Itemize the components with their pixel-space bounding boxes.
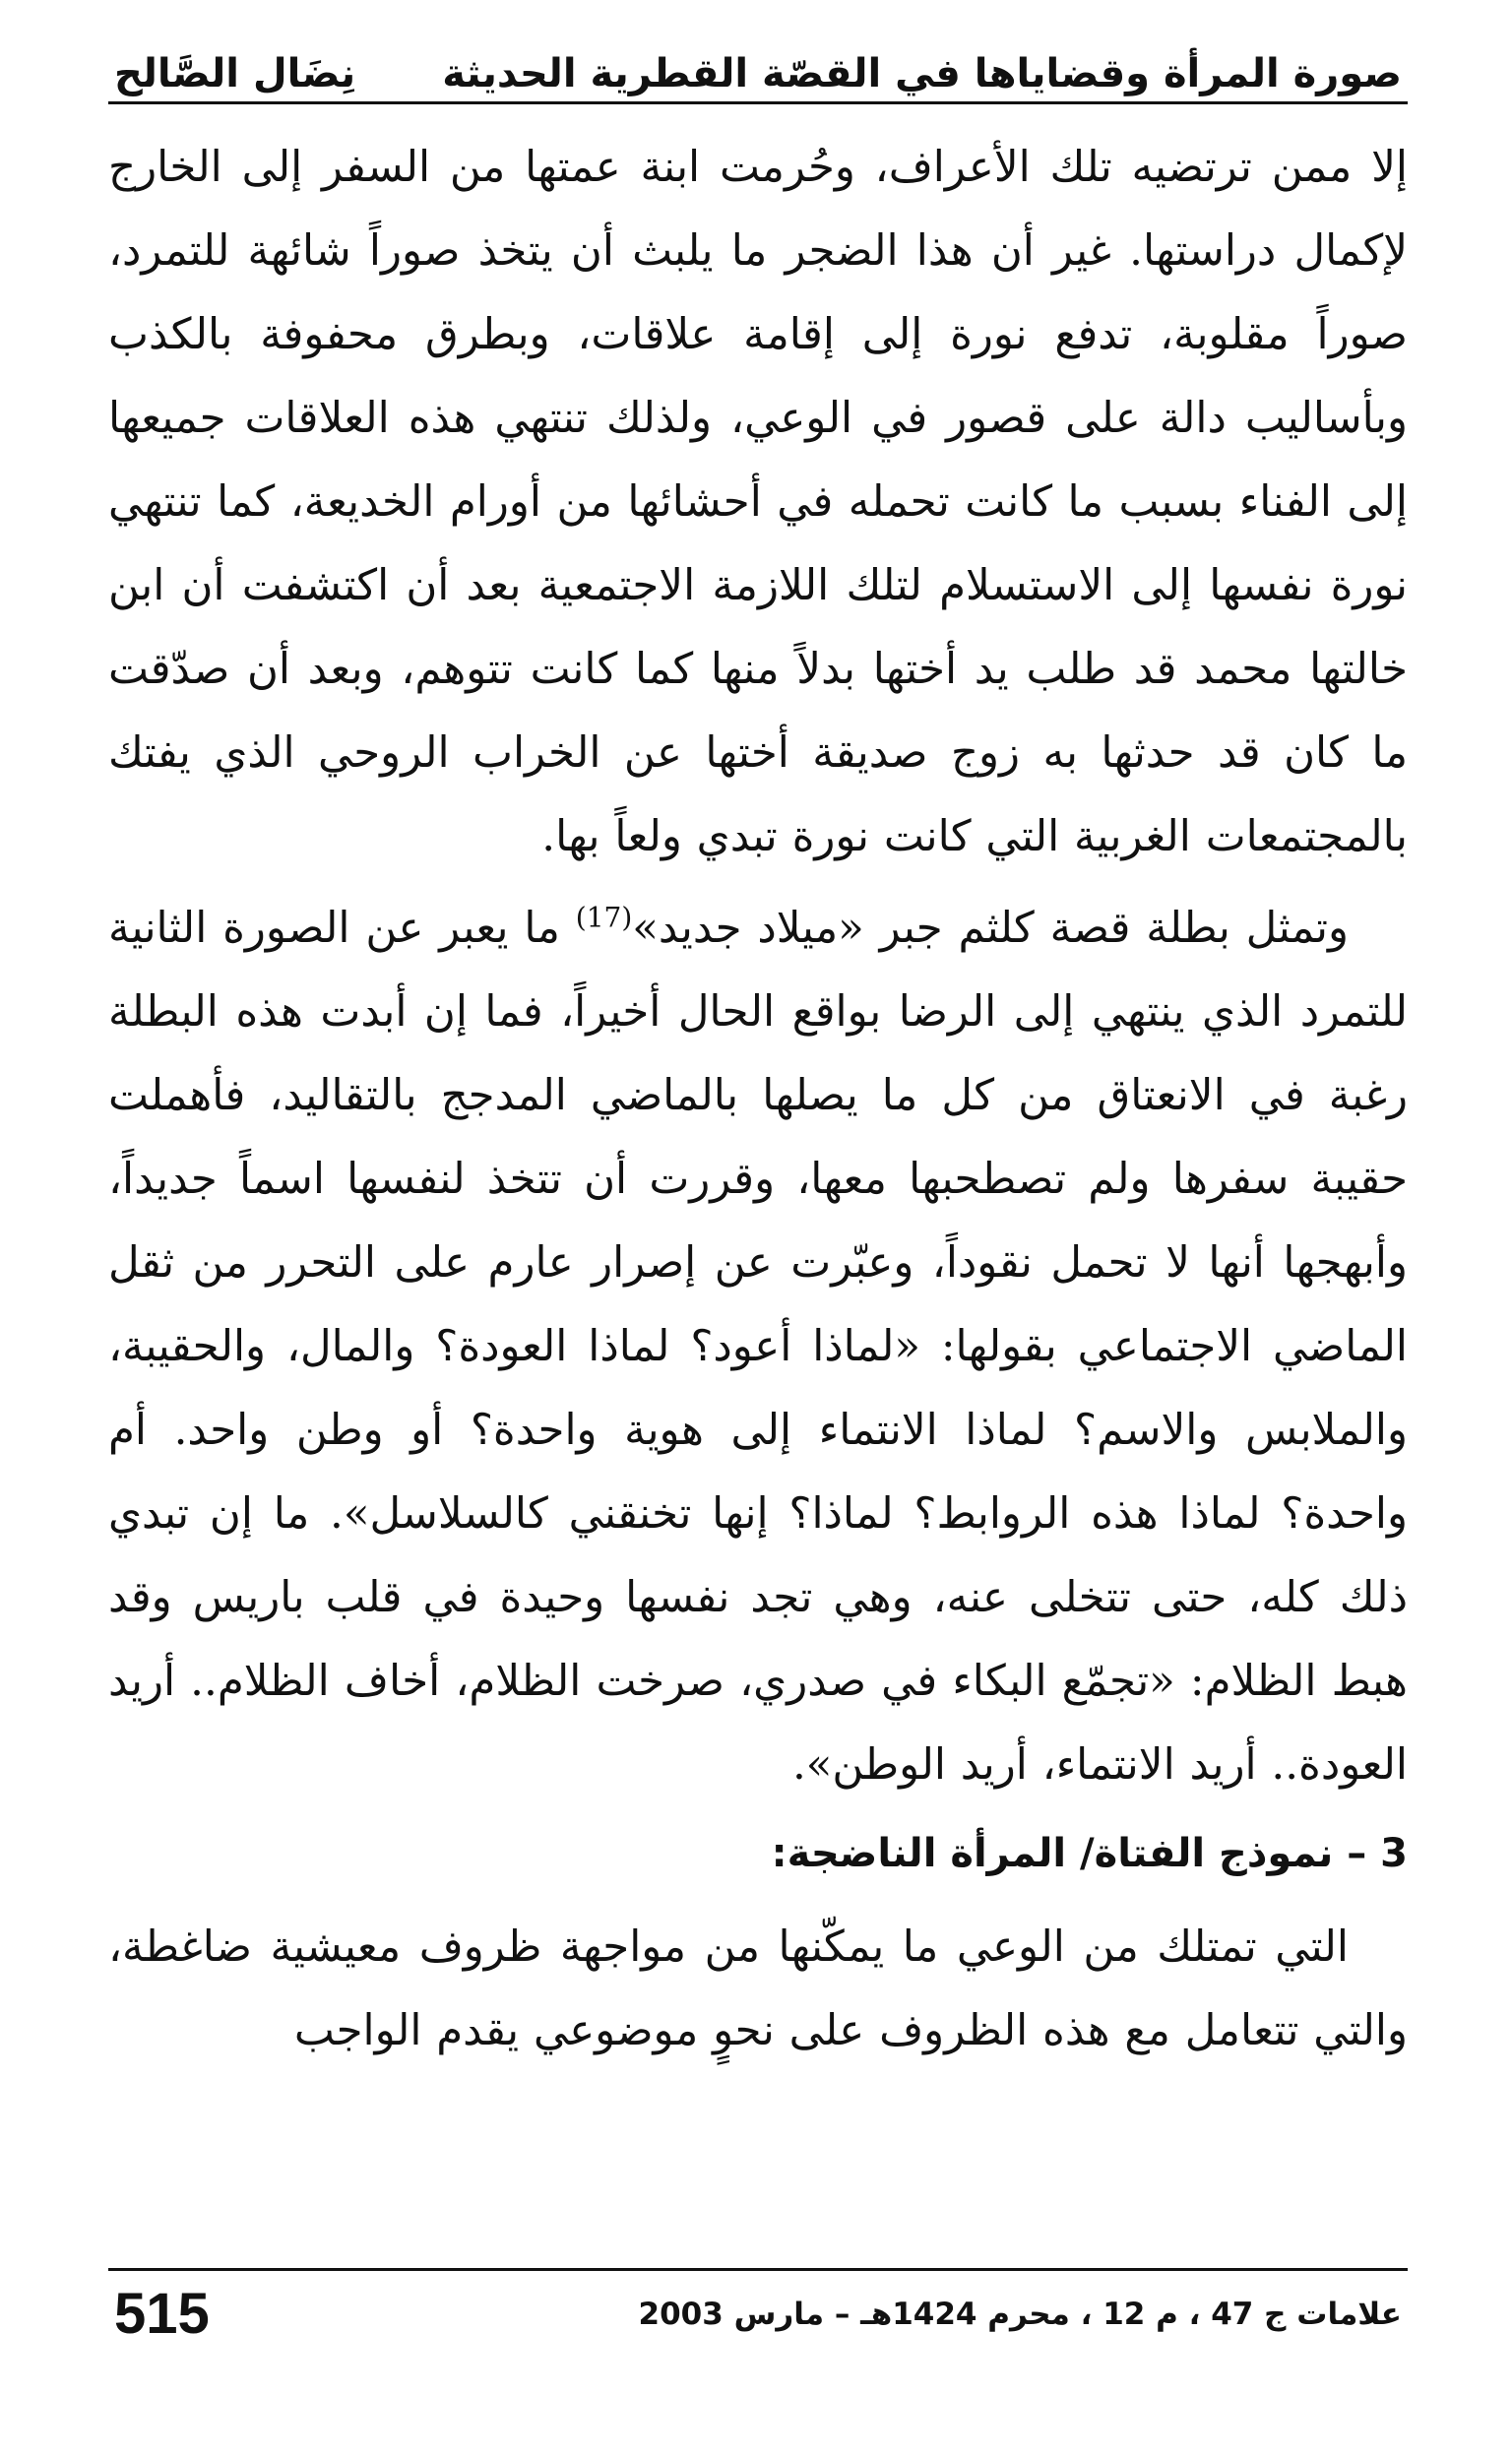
paragraph-2-start: وتمثل بطلة قصة كلثم جبر «ميلاد جديد»: [632, 904, 1349, 953]
paragraph-2-rest: ما يعبر عن الصورة الثانية للتمرد الذي ينتهي إلى الرضا بواقع الحال أخيراً، فما إن أبدت هذه البطلة رغبة في الانعتاق من كل ما يصلها بالماضي المدجج بالتقاليد، فأهملت حقيبة سفرها ولم تصطحبها معها، وقررت أن تتخذ لنفسها اسماً جديداً، وأبهجها أنها لا تحمل نقوداً، وعبّرت عن إصرار عارم على التحرر من ثقل الماضي الاجتماعي بقولها: «لماذا أعود؟ لماذا العودة؟ والمال، والحقيبة، والملابس والاسم؟ لماذا الانتماء إلى هوية واحدة؟ أو وطن واحد. أم واحدة؟ لماذا هذه الروابط؟ لماذا؟ إنها تخنقني كالسلاسل». ما إن تبدي ذلك كله، حتى تتخلى عنه، وهي تجد نفسها وحيدة في قلب باريس وقد هبط الظلام: «تجمّع البكاء في صدري، صرخت الظلام، أخاف الظلام.. أريد العودة.. أريد الانتماء، أريد الوطن».: [108, 904, 1408, 1790]
page-footer: [108, 2268, 1408, 2357]
paragraph-2: [108, 887, 1408, 1807]
chapter-title: صورة المرأة وقضاياها في القصّة القطرية الحديثة: [442, 51, 1402, 96]
paragraph-3: التي تمتلك من الوعي ما يمكّنها من مواجهة ظروف معيشية ضاغطة، والتي تتعامل مع هذه الظروف على نحوٍ موضوعي يقدم الواجب: [108, 1922, 1408, 2055]
section-heading: 3 – نموذج الفتاة/ المرأة الناضجة:: [771, 1831, 1408, 1876]
running-header: [108, 30, 1408, 104]
body-text: [108, 126, 1408, 2073]
page-number: 515: [114, 2282, 210, 2346]
journal-citation: علامات ج 47 ، م 12 ، محرم 1424هـ – مارس 2003: [638, 2296, 1402, 2332]
footnote-reference: (17): [575, 901, 633, 934]
author-name: نِضَال الصَّالح: [114, 51, 356, 96]
paragraph-1: إلا ممن ترتضيه تلك الأعراف، وحُرمت ابنة عمتها من السفر إلى الخارج لإكمال دراستها. غير أن هذا الضجر ما يلبث أن يتخذ صوراً شائهة للتمرد، صوراً مقلوبة، تدفع نورة إلى إقامة علاقات، وبطرق محفوفة بالكذب وبأساليب دالة على قصور في الوعي، ولذلك تنتهي هذه العلاقات جميعها إلى الفناء بسبب ما كانت تحمله في أحشائها من أورام الخديعة، كما تنتهي نورة نفسها إلى الاستسلام لتلك اللازمة الاجتمعية بعد أن اكتشفت أن ابن خالتها محمد قد طلب يد أختها بدلاً منها كما كانت تتوهم، وبعد أن صدّقت ما كان قد حدثها به زوج صديقة أختها عن الخراب الروحي الذي يفتك بالمجتمعات الغربية التي كانت نورة تبدي ولعاً بها.: [108, 143, 1408, 861]
book-page: [108, 30, 1408, 2431]
